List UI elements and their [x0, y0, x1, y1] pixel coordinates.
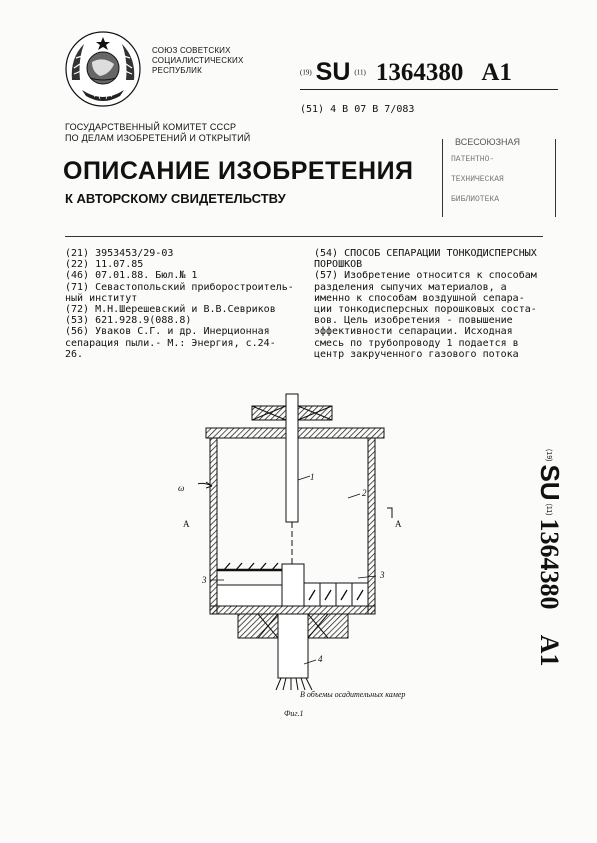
invention-title-line: ПОРОШКОВ	[314, 259, 363, 271]
outlet-annotation: В объемы осадительных камер	[300, 690, 406, 699]
state-committee: ГОСУДАРСТВЕННЫЙ КОМИТЕТ СССР ПО ДЕЛАМ ИЗОБРЕТЕНИЙ И ОТКРЫТИЙ	[65, 122, 251, 143]
figure-caption: Фиг.1	[284, 709, 304, 718]
abstract-line: смесь по трубопроводу 1 подается в	[314, 337, 519, 349]
publication-number: (19) SU (11) 1364380 A1	[300, 58, 512, 86]
callout-4: 4	[318, 654, 323, 664]
invention-title-line: (54) СПОСОБ СЕПАРАЦИИ ТОНКОДИСПЕРСНЫХ	[314, 248, 537, 259]
abstract-line: эффективности сепарации. Исходная	[314, 326, 513, 338]
ussr-emblem-icon	[62, 28, 144, 110]
library-stamp: ВСЕСОЮЗНАЯ ПАТЕНТНО- ТЕХНИЧЕСКАЯ БИБЛИОТЕКА	[442, 139, 556, 217]
abstract-line: (57) Изобретение относится к способам	[314, 270, 537, 282]
section-rule	[65, 236, 543, 237]
abstract-line: ции тонкодисперсных порошковых соста-	[314, 304, 537, 316]
section-a-left: А	[183, 519, 190, 529]
callout-3-left: 3	[202, 575, 207, 585]
callout-2: 2	[362, 488, 367, 498]
header-rule	[300, 89, 558, 90]
callout-1: 1	[310, 472, 315, 482]
callout-3-right: 3	[380, 570, 385, 580]
patent-number: 1364380	[375, 58, 464, 86]
country-code: SU	[315, 58, 351, 86]
union-name: СОЮЗ СОВЕТСКИХ СОЦИАЛИСТИЧЕСКИХ РЕСПУБЛИК	[152, 46, 244, 75]
abstract-line: разделения сыпучих материалов, а	[314, 281, 507, 293]
abstract-line: именно к способам воздушной сепара-	[314, 292, 525, 304]
figure-1-drawing	[198, 390, 398, 725]
bibliographic-data: (21) 3953453/29-03 (22) 11.07.85 (46) 07.01.88. Бюл.№ 1 (71) Севастопольский приборостроитель- ный институт (72) М.Н.Шерешевский и В.В.Севриков (53) 621.928.9(088.8) (56) Уваков С.Г. и др. Инерционная сепарация пыли.- М.: Энергия, с.24- 26.	[65, 248, 294, 360]
section-a-right: А	[395, 519, 402, 529]
kind-code: A1	[481, 58, 512, 86]
invention-title-and-abstract	[314, 248, 537, 360]
side-patent-number: (19)SU(11)1364380 A1	[535, 449, 565, 667]
document-subtitle: К АВТОРСКОМУ СВИДЕТЕЛЬСТВУ	[65, 191, 286, 206]
ipc-classification: (51) 4 В 07 В 7/083	[300, 104, 415, 115]
abstract-line: центр закрученного газового потока	[314, 348, 519, 360]
document-title: ОПИСАНИЕ ИЗОБРЕТЕНИЯ	[63, 157, 414, 185]
rotation-omega-label: ω	[178, 483, 185, 493]
abstract-line: вов. Цель изобретения - повышение	[314, 315, 513, 327]
